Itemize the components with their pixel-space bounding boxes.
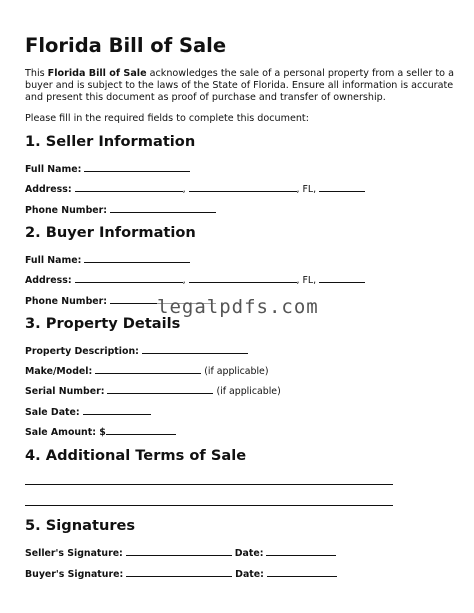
seller-section-heading: 1. Seller Information [25,133,196,150]
buyer-address-comma: , [182,275,186,286]
document-title: Florida Bill of Sale [25,34,227,57]
buyer-date-label: Date: [235,569,264,580]
buyer-phone-label: Phone Number: [25,296,108,307]
buyer-zip-field[interactable] [319,273,365,283]
serial-number-field[interactable] [107,384,213,394]
instructions-text: Please fill in the required fields to complete this document: [25,113,309,124]
serial-number-row [25,384,281,397]
seller-address-comma: , [182,184,186,195]
make-model-row [25,364,268,377]
intro-paragraph [25,68,455,104]
seller-signature-label: Seller's Signature: [25,548,123,559]
seller-state-label: , FL, [296,184,317,195]
sale-amount-label: Sale Amount: $ [25,427,106,438]
make-model-field[interactable] [95,364,201,374]
sale-amount-row [25,425,176,438]
buyer-full-name-field[interactable] [84,253,190,263]
seller-zip-field[interactable] [319,182,365,192]
intro-bold-title: Florida Bill of Sale [47,68,147,79]
buyer-address-row [25,273,365,286]
buyer-section-heading: 2. Buyer Information [25,224,196,241]
sale-date-label: Sale Date: [25,407,80,418]
property-section-heading: 3. Property Details [25,315,181,332]
buyer-street-field[interactable] [75,273,183,283]
buyer-state-label: , FL, [296,275,317,286]
seller-signature-field[interactable] [126,546,232,556]
seller-date-label: Date: [234,548,264,559]
sale-date-row [25,405,151,418]
property-description-field[interactable] [142,344,248,354]
make-model-if-applicable: (if applicable) [204,366,269,377]
seller-address-row [25,182,365,195]
terms-section-heading: 4. Additional Terms of Sale [25,447,247,464]
seller-address-label: Address: [25,184,72,195]
buyer-signature-row [25,567,337,580]
seller-phone-label: Phone Number: [25,205,108,216]
buyer-address-label: Address: [25,275,72,286]
seller-phone-field[interactable] [110,203,216,213]
seller-full-name-row [25,162,190,175]
seller-phone-row [25,203,216,216]
seller-date-field[interactable] [266,546,336,556]
sale-amount-field[interactable] [106,425,176,435]
seller-street-field[interactable] [75,182,183,192]
terms-line-2[interactable] [25,505,393,506]
intro-text-end: acknowledges the sale of a personal property from a seller to a buyer and is subject to the laws of the State of Florida. Ensure all information is accurate and present this document as proof of purchase and transfer of ownership. [25,68,454,103]
seller-full-name-field[interactable] [84,162,190,172]
buyer-full-name-label: Full Name: [25,255,82,266]
make-model-label: Make/Model: [25,366,93,377]
watermark-text: legalpdfs.com [157,296,319,318]
seller-city-field[interactable] [189,182,297,192]
intro-text-start: This [25,68,48,79]
serial-number-label: Serial Number: [25,386,105,397]
terms-line-1[interactable] [25,484,393,485]
buyer-signature-label: Buyer's Signature: [25,569,124,580]
sale-date-field[interactable] [83,405,151,415]
seller-signature-row [25,546,336,559]
buyer-date-field[interactable] [267,567,337,577]
property-description-label: Property Description: [25,346,139,357]
seller-full-name-label: Full Name: [25,164,82,175]
buyer-signature-field[interactable] [126,567,232,577]
buyer-city-field[interactable] [189,273,297,283]
serial-number-if-applicable: (if applicable) [216,386,281,397]
property-description-row [25,344,248,357]
buyer-full-name-row [25,253,190,266]
signatures-section-heading: 5. Signatures [25,517,136,534]
